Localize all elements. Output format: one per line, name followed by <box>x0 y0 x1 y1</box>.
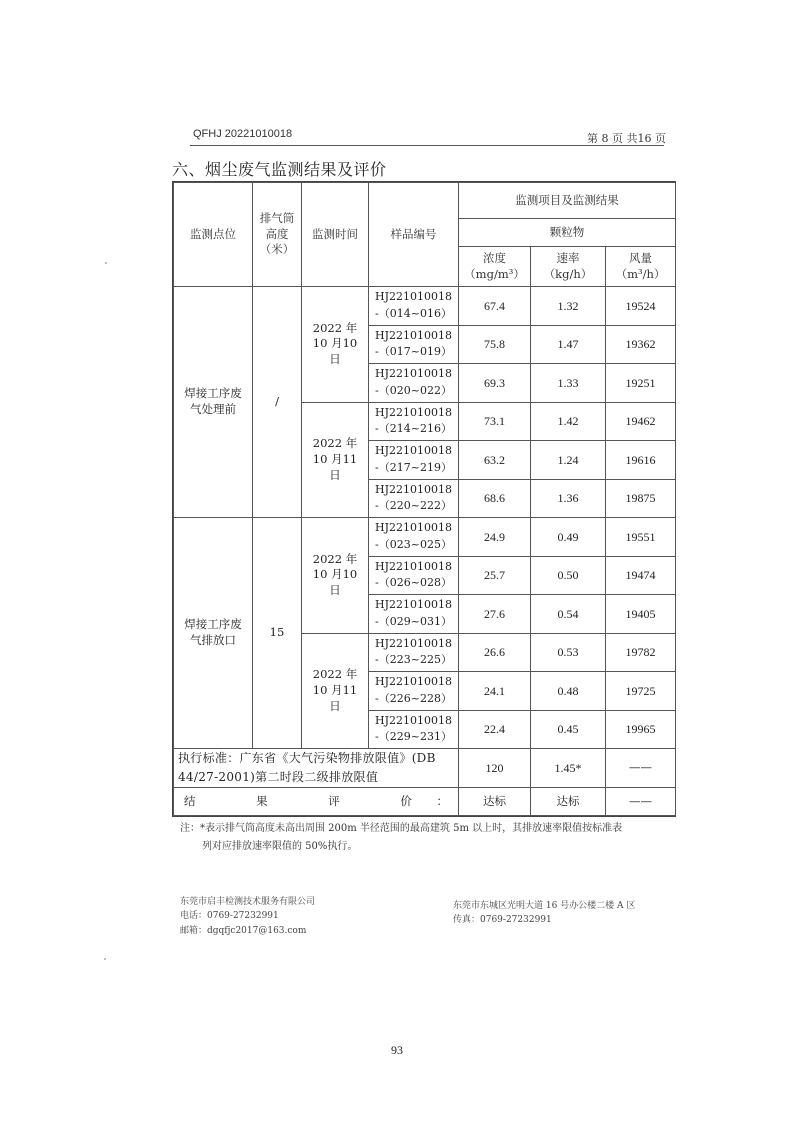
concentration-value: 73.1 <box>459 402 531 441</box>
sample-id-code: HJ221010018 <box>375 328 452 342</box>
sample-id-range: -（026~028） <box>375 576 452 590</box>
document-id: QFHJ 20221010018 <box>193 128 293 140</box>
header-rate-label: 速率 <box>556 250 580 265</box>
flow-value: 19616 <box>606 441 676 480</box>
sample-id-code: HJ221010018 <box>375 444 452 458</box>
rate-value: 0.48 <box>531 672 606 711</box>
sample-id-code: HJ221010018 <box>375 559 452 573</box>
concentration-value: 63.2 <box>459 441 531 480</box>
sample-id <box>369 325 459 364</box>
sample-id <box>369 672 459 711</box>
concentration-value: 67.4 <box>459 287 531 326</box>
sample-id-code: HJ221010018 <box>375 290 452 304</box>
conclusion-label: 结 果 评 价： <box>174 788 459 816</box>
table-row <box>174 518 676 557</box>
sample-id-range: -（223~225） <box>375 653 452 667</box>
rate-value: 0.45 <box>531 710 606 749</box>
concentration-value: 25.7 <box>459 556 531 595</box>
sample-id <box>369 556 459 595</box>
concentration-value: 69.3 <box>459 364 531 403</box>
header-sample: 样品编号 <box>369 183 459 287</box>
sample-id-range: -（020~022） <box>375 383 452 397</box>
results-table <box>173 182 676 816</box>
footer-company: 东莞市启丰检测技术服务有限公司 <box>180 897 316 907</box>
note-line-1: 注：*表示排气筒高度未高出周围 200m 半径范围的最高建筑 5m 以上时，其排放速率限值按标准表 <box>180 823 623 834</box>
rate-value: 1.36 <box>531 479 606 518</box>
table-note <box>180 820 660 855</box>
sample-id-range: -（220~222） <box>375 499 452 513</box>
sample-id <box>369 402 459 441</box>
monitoring-date: 2022 年10 月10 日 <box>302 287 369 403</box>
sample-id-code: HJ221010018 <box>375 367 452 381</box>
sample-id-range: -（017~019） <box>375 345 452 359</box>
conclusion-row <box>174 788 676 816</box>
sample-id-range: -（023~025） <box>375 537 452 551</box>
sample-id-code: HJ221010018 <box>375 521 452 535</box>
sample-id-code: HJ221010018 <box>375 405 452 419</box>
header-flow <box>606 247 676 287</box>
sample-id <box>369 595 459 634</box>
rate-value: 0.50 <box>531 556 606 595</box>
header-rate-unit: （kg/h） <box>543 266 593 281</box>
scan-speck <box>105 262 107 264</box>
flow-value: 19782 <box>606 633 676 672</box>
header-flow-unit: （m³/h） <box>615 266 666 281</box>
rate-value: 1.47 <box>531 325 606 364</box>
sample-id-range: -（226~228） <box>375 691 452 705</box>
standard-rate: 1.45* <box>531 749 606 788</box>
header-divider <box>190 145 664 146</box>
sample-id-code: HJ221010018 <box>375 675 452 689</box>
flow-value: 19524 <box>606 287 676 326</box>
concentration-value: 24.1 <box>459 672 531 711</box>
rate-value: 0.49 <box>531 518 606 557</box>
flow-value: 19362 <box>606 325 676 364</box>
flow-value: 19251 <box>606 364 676 403</box>
footer-right <box>453 899 635 928</box>
sample-id-range: -（214~216） <box>375 422 452 436</box>
concentration-value: 68.6 <box>459 479 531 518</box>
concentration-value: 75.8 <box>459 325 531 364</box>
header-concentration-label: 浓度 <box>483 250 506 265</box>
header-row <box>174 183 676 219</box>
header-flow-label: 风量 <box>629 250 652 265</box>
concentration-value: 24.9 <box>459 518 531 557</box>
standard-concentration: 120 <box>459 749 531 788</box>
conclusion-concentration: 达标 <box>459 788 531 816</box>
header-results: 监测项目及监测结果 <box>459 183 676 219</box>
results-table-body <box>174 287 676 749</box>
flow-value: 19965 <box>606 710 676 749</box>
sample-id-code: HJ221010018 <box>375 713 452 727</box>
flow-value: 19405 <box>606 595 676 634</box>
header-concentration-unit: （mg/m³） <box>464 266 525 281</box>
footer-email: 邮箱：dgqfjc2017@163.com <box>180 925 307 936</box>
rate-value: 1.33 <box>531 364 606 403</box>
rate-value: 0.53 <box>531 633 606 672</box>
header-height: 排气筒高度（米） <box>253 183 302 287</box>
section-title: 六、烟尘废气监测结果及评价 <box>172 160 387 179</box>
conclusion-flow: —— <box>606 788 676 816</box>
sample-id-range: -（014~016） <box>375 306 452 320</box>
stack-height: 15 <box>253 518 302 749</box>
header-time: 监测时间 <box>302 183 369 287</box>
results-table-frame <box>172 181 676 817</box>
monitoring-point: 焊接工序废气处理前 <box>174 287 253 518</box>
sample-id-code: HJ221010018 <box>375 598 452 612</box>
monitoring-date: 2022 年10 月11 日 <box>302 402 369 518</box>
footer-address: 东莞市东城区光明大道 16 号办公楼二楼 A 区 <box>453 901 636 911</box>
page-number: 93 <box>391 1043 403 1057</box>
flow-value: 19474 <box>606 556 676 595</box>
sample-id <box>369 441 459 480</box>
flow-value: 19551 <box>606 518 676 557</box>
rate-value: 1.24 <box>531 441 606 480</box>
sample-id-range: -（229~231） <box>375 730 452 744</box>
sample-id-range: -（029~031） <box>375 614 452 628</box>
monitoring-date: 2022 年10 月10 日 <box>302 518 369 634</box>
sample-id-range: -（217~219） <box>375 460 452 474</box>
sample-id <box>369 479 459 518</box>
flow-value: 19875 <box>606 479 676 518</box>
sample-id-code: HJ221010018 <box>375 636 452 650</box>
sample-id <box>369 518 459 557</box>
sample-id <box>369 364 459 403</box>
sample-id <box>369 633 459 672</box>
footer-left <box>180 895 315 938</box>
rate-value: 0.54 <box>531 595 606 634</box>
table-row <box>174 287 676 326</box>
header-concentration <box>459 247 531 287</box>
concentration-value: 22.4 <box>459 710 531 749</box>
monitoring-point: 焊接工序废气排放口 <box>174 518 253 749</box>
page-info: 第 8 页 共16 页 <box>587 132 666 145</box>
footer-fax: 传真：0769-27232991 <box>453 915 552 926</box>
sample-id-code: HJ221010018 <box>375 482 452 496</box>
note-line-2: 列对应排放速率限值的 50%执行。 <box>202 840 358 852</box>
monitoring-date: 2022 年10 月11 日 <box>302 633 369 749</box>
scan-speck <box>104 958 106 960</box>
concentration-value: 27.6 <box>459 595 531 634</box>
flow-value: 19725 <box>606 672 676 711</box>
rate-value: 1.32 <box>531 287 606 326</box>
stack-height: / <box>253 287 302 518</box>
header-rate <box>531 247 606 287</box>
footer-phone: 电话：0769-27232991 <box>180 911 279 922</box>
sample-id <box>369 710 459 749</box>
sample-id <box>369 287 459 326</box>
standard-text: 执行标准：广东省《大气污染物排放限值》(DB 44/27-2001)第二时段二级排放限值 <box>174 749 459 788</box>
flow-value: 19462 <box>606 402 676 441</box>
rate-value: 1.42 <box>531 402 606 441</box>
standard-flow: —— <box>606 749 676 788</box>
standard-row <box>174 749 676 788</box>
header-point: 监测点位 <box>174 183 253 287</box>
conclusion-rate: 达标 <box>531 788 606 816</box>
header-pollutant: 颗粒物 <box>459 219 676 247</box>
concentration-value: 26.6 <box>459 633 531 672</box>
